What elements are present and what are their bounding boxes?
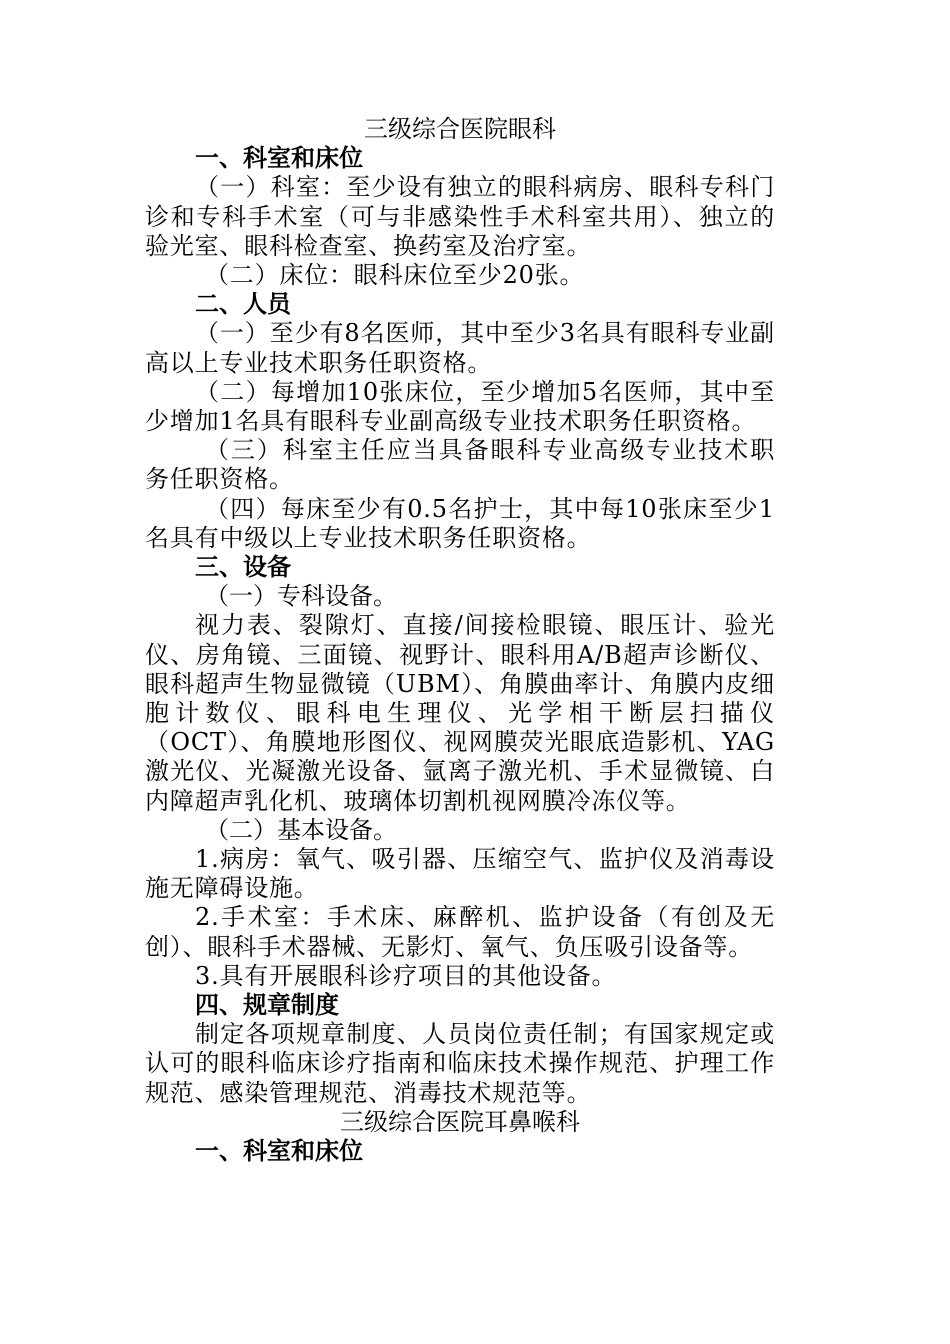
paragraph-personnel-2: （二）每增加10张床位，至少增加5名医师，其中至少增加1名具有眼科专业副高级专业技术职务任职资格。 bbox=[145, 377, 775, 435]
heading-personnel: 二、人员 bbox=[195, 290, 291, 319]
heading-regulations: 四、规章制度 bbox=[195, 991, 339, 1019]
heading-ent-departments-beds: 一、科室和床位 bbox=[195, 1136, 363, 1165]
paragraph-personnel-1: （一）至少有8名医师，其中至少3名具有眼科专业副高以上专业技术职务任职资格。 bbox=[145, 319, 775, 377]
paragraph-departments: （一）科室：至少设有独立的眼科病房、眼科专科门诊和专科手术室（可与非感染性手术科室共用）、独立的验光室、眼科检查室、换药室及治疗室。 bbox=[145, 173, 775, 260]
subheading-specialty-equipment: （一）专科设备。 bbox=[205, 582, 397, 611]
heading-departments-beds: 一、科室和床位 bbox=[195, 144, 363, 173]
document-title-ent: 三级综合医院耳鼻喉科 bbox=[340, 1107, 580, 1136]
subheading-basic-equipment: （二）基本设备。 bbox=[205, 815, 397, 844]
heading-equipment: 三、设备 bbox=[195, 553, 291, 581]
paragraph-other-equipment: 3.具有开展眼科诊疗项目的其他设备。 bbox=[195, 961, 617, 990]
paragraph-specialty-equipment: 视力表、裂隙灯、直接/间接检眼镜、眼压计、验光仪、房角镜、三面镜、视野计、眼科用A/B超声诊断仪、眼科超声生物显微镜（UBM）、角膜曲率计、角膜内皮细胞计数仪、眼科电生理仪、光学相干断层扫描仪（OCT）、角膜地形图仪、视网膜荧光眼底造影机、YAG激光仪、光凝激光设备、氩离子激光机、手术显微镜、白内障超声乳化机、玻璃体切割机视网膜冷冻仪等。 bbox=[145, 611, 775, 815]
document-title-ophthalmology: 三级综合医院眼科 bbox=[364, 115, 556, 143]
document-page bbox=[145, 115, 775, 1166]
paragraph-personnel-4: （四）每床至少有0.5名护士，其中每10张床至少1名具有中级以上专业技术职务任职资格。 bbox=[145, 494, 775, 552]
paragraph-operating-room-equipment: 2.手术室：手术床、麻醉机、监护设备（有创及无创）、眼科手术器械、无影灯、氧气、负压吸引设备等。 bbox=[145, 903, 775, 961]
paragraph-regulations: 制定各项规章制度、人员岗位责任制；有国家规定或认可的眼科临床诊疗指南和临床技术操作规范、护理工作规范、感染管理规范、消毒技术规范等。 bbox=[145, 1020, 775, 1107]
paragraph-ward-equipment: 1.病房：氧气、吸引器、压缩空气、监护仪及消毒设施无障碍设施。 bbox=[145, 844, 775, 903]
paragraph-personnel-3: （三）科室主任应当具备眼科专业高级专业技术职务任职资格。 bbox=[145, 436, 775, 494]
paragraph-beds: （二）床位：眼科床位至少20张。 bbox=[205, 260, 585, 289]
